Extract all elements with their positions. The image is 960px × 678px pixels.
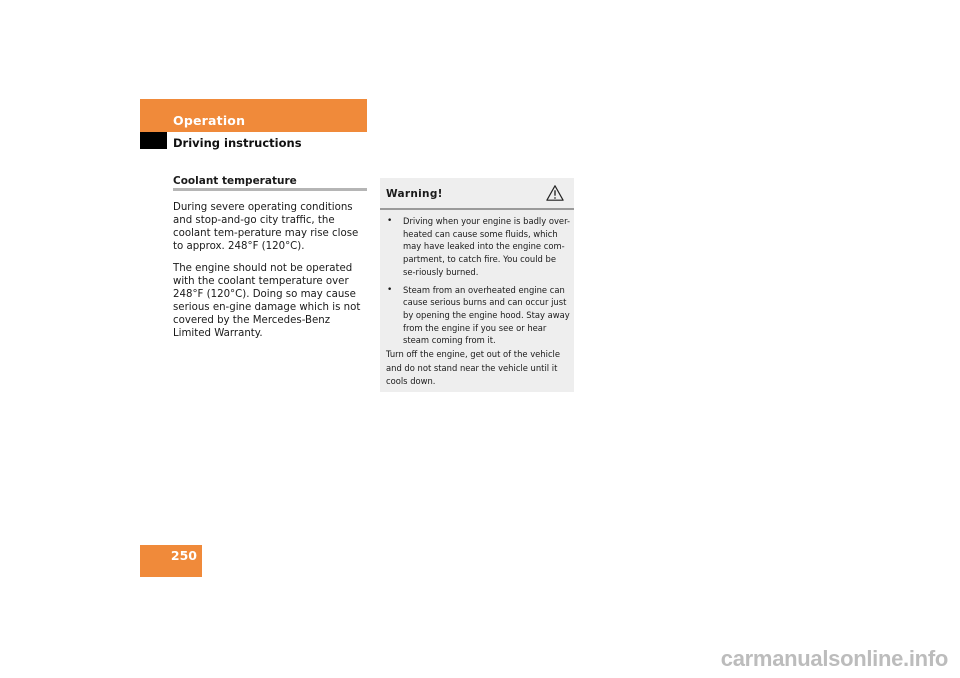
content-heading: Coolant temperature (173, 175, 297, 187)
warning-item-text: Driving when your engine is badly over-heated can cause some fluids, which may have leaked into the engine com-partment, to catch fire. You could be se-riously burned. (403, 216, 571, 277)
warning-divider (380, 208, 574, 210)
warning-note: Turn off the engine, get out of the vehicle and do not stand near the vehicle until it cools down. (386, 349, 561, 386)
warning-box (380, 178, 574, 392)
warning-item-text: Steam from an overheated engine can cause serious burns and can occur just by opening the engine hood. Stay away from the engine if you see or hear steam coming from it. (403, 284, 570, 346)
warning-triangle-icon (546, 184, 564, 202)
list-item (380, 215, 574, 279)
section-title: Operation (173, 113, 246, 128)
heading-divider (173, 188, 367, 191)
watermark: carmanualsonline.info (720, 646, 948, 671)
list-item (380, 284, 574, 348)
body-paragraph-1: During severe operating conditions and stop-and-go city traffic, the coolant tem-perature may rise close to approx. 248°F (120°C). (173, 202, 359, 252)
warning-list (380, 215, 574, 352)
bullet-icon: • (387, 284, 393, 295)
bullet-icon: • (387, 216, 393, 226)
subsection-title: Driving instructions (173, 136, 302, 150)
section-tab-marker (140, 132, 167, 149)
warning-title: Warning! (386, 188, 443, 200)
page-number-box (140, 545, 202, 577)
body-paragraph-2: The engine should not be operated with the coolant temperature over 248°F (120°C). Doing so may cause serious en-gine damage which is not covered by the Mercedes-Benz Limited Warranty. (173, 263, 361, 339)
page-number: 250 (170, 548, 197, 563)
